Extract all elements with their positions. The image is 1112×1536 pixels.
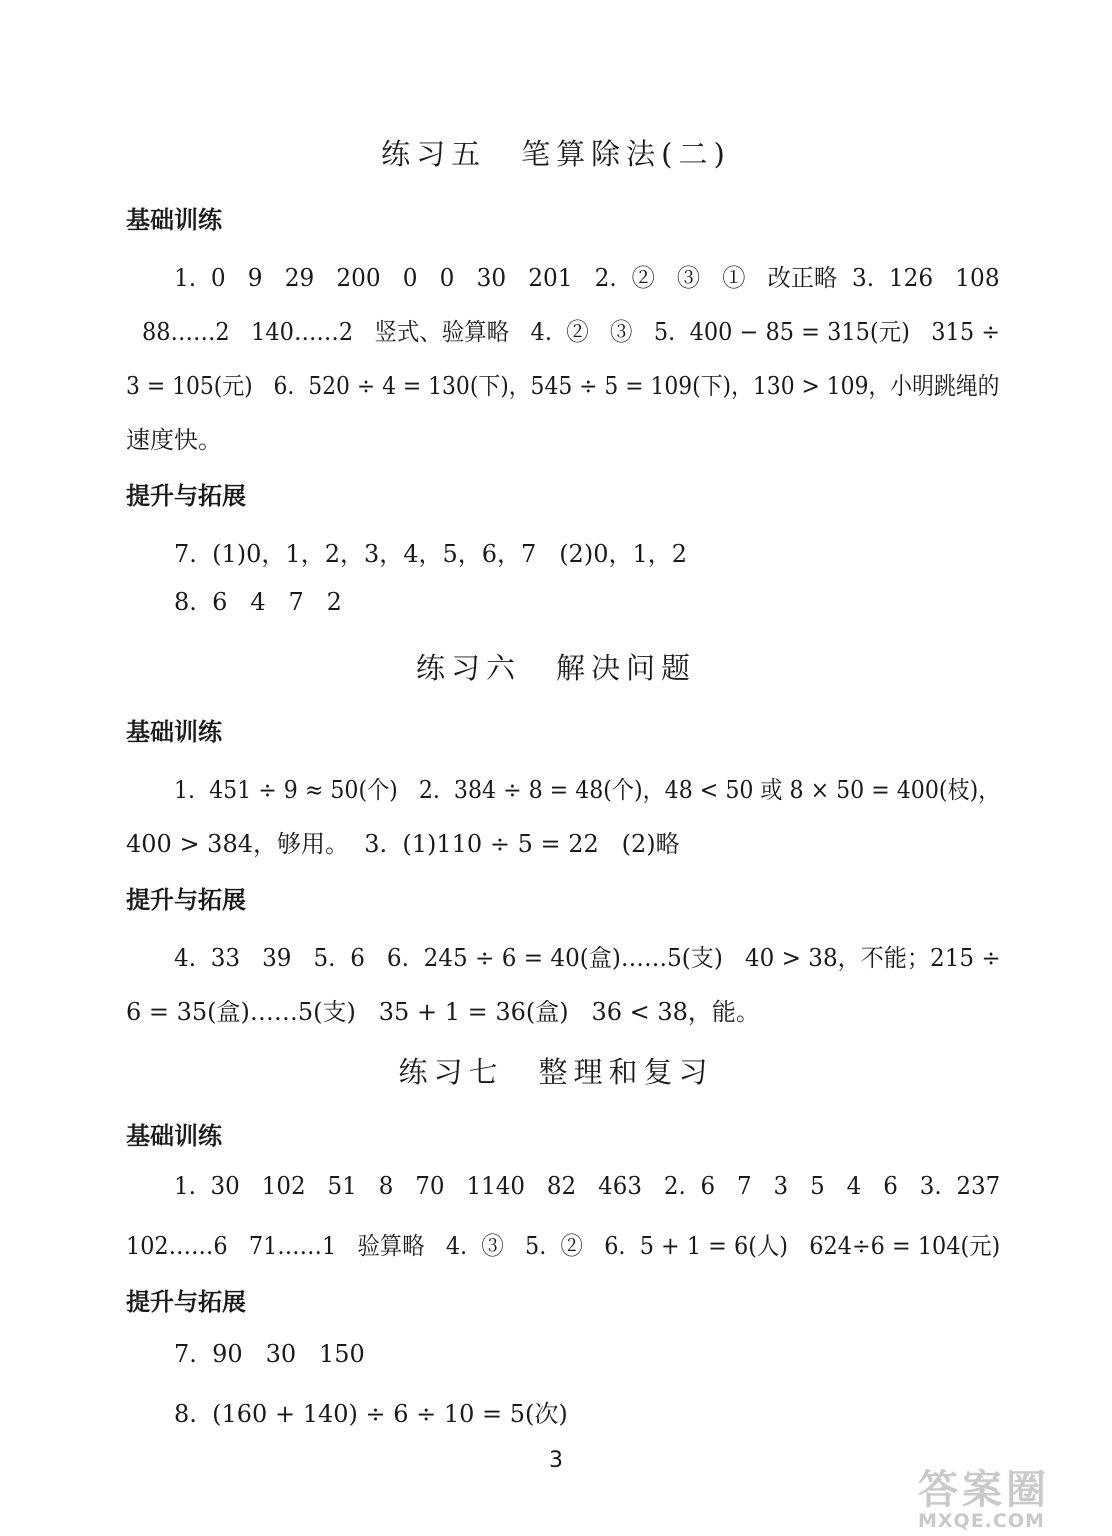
answer-line: 400 > 384，够用。 3. (1)110 ÷ 5 = 22 (2)略	[126, 830, 680, 858]
watermark-text: 答案圈	[918, 1467, 1050, 1513]
subheading-extension: 提升与拓展	[126, 482, 246, 510]
answer-line: 3 = 105(元) 6. 520 ÷ 4 = 130(下)，545 ÷ 5 = 109(下)，130 > 109，小明跳绳的	[126, 372, 1000, 400]
answer-line: 7. 90 30 150	[174, 1340, 365, 1368]
answer-line: 8. 6 4 7 2	[174, 588, 342, 616]
subheading-basic-training: 基础训练	[126, 206, 222, 234]
answer-line: 4. 33 39 5. 6 6. 245 ÷ 6 = 40(盒)……5(支) 40 > 38，不能；215 ÷	[174, 944, 1001, 972]
subheading-basic-training: 基础训练	[126, 1122, 222, 1150]
watermark-logo	[918, 1468, 1104, 1530]
answer-line: 102……6 71……1 验算略 4. ③ 5. ② 6. 5 + 1 = 6(人) 624÷6 = 104(元)	[126, 1232, 1001, 1260]
subheading-basic-training: 基础训练	[126, 718, 222, 746]
page-number: 3	[549, 1448, 563, 1473]
answer-line: 1. 451 ÷ 9 ≈ 50(个) 2. 384 ÷ 8 = 48(个)，48 < 50 或 8 × 50 = 400(枝)，	[174, 776, 1001, 804]
subheading-extension: 提升与拓展	[126, 1288, 246, 1316]
subheading-extension: 提升与拓展	[126, 886, 246, 914]
watermark-url: MXQE.COM	[918, 1510, 1045, 1532]
section-title-5: 练习五 笔算除法(二)	[381, 137, 731, 171]
section-title-7: 练习七 整理和复习	[398, 1055, 714, 1089]
answer-line: 6 = 35(盒)……5(支) 35 + 1 = 36(盒) 36 < 38，能。	[126, 998, 760, 1026]
answer-line: 7. (1)0，1，2，3，4，5，6，7 (2)0，1，2	[174, 540, 687, 568]
answer-line: 1. 30 102 51 8 70 1140 82 463 2. 6 7 3 5 4 6 3. 237	[174, 1172, 1001, 1200]
section-title-6: 练习六 解决问题	[415, 651, 696, 685]
answer-line: 88……2 140……2 竖式、验算略 4. ② ③ 5. 400 − 85 = 315(元) 315 ÷	[142, 318, 1001, 346]
answer-line: 速度快。	[126, 426, 222, 454]
answer-line: 8. (160 + 140) ÷ 6 ÷ 10 = 5(次)	[174, 1400, 568, 1428]
answer-line: 1. 0 9 29 200 0 0 30 201 2. ② ③ ① 改正略 3. 126 108	[174, 264, 1000, 292]
